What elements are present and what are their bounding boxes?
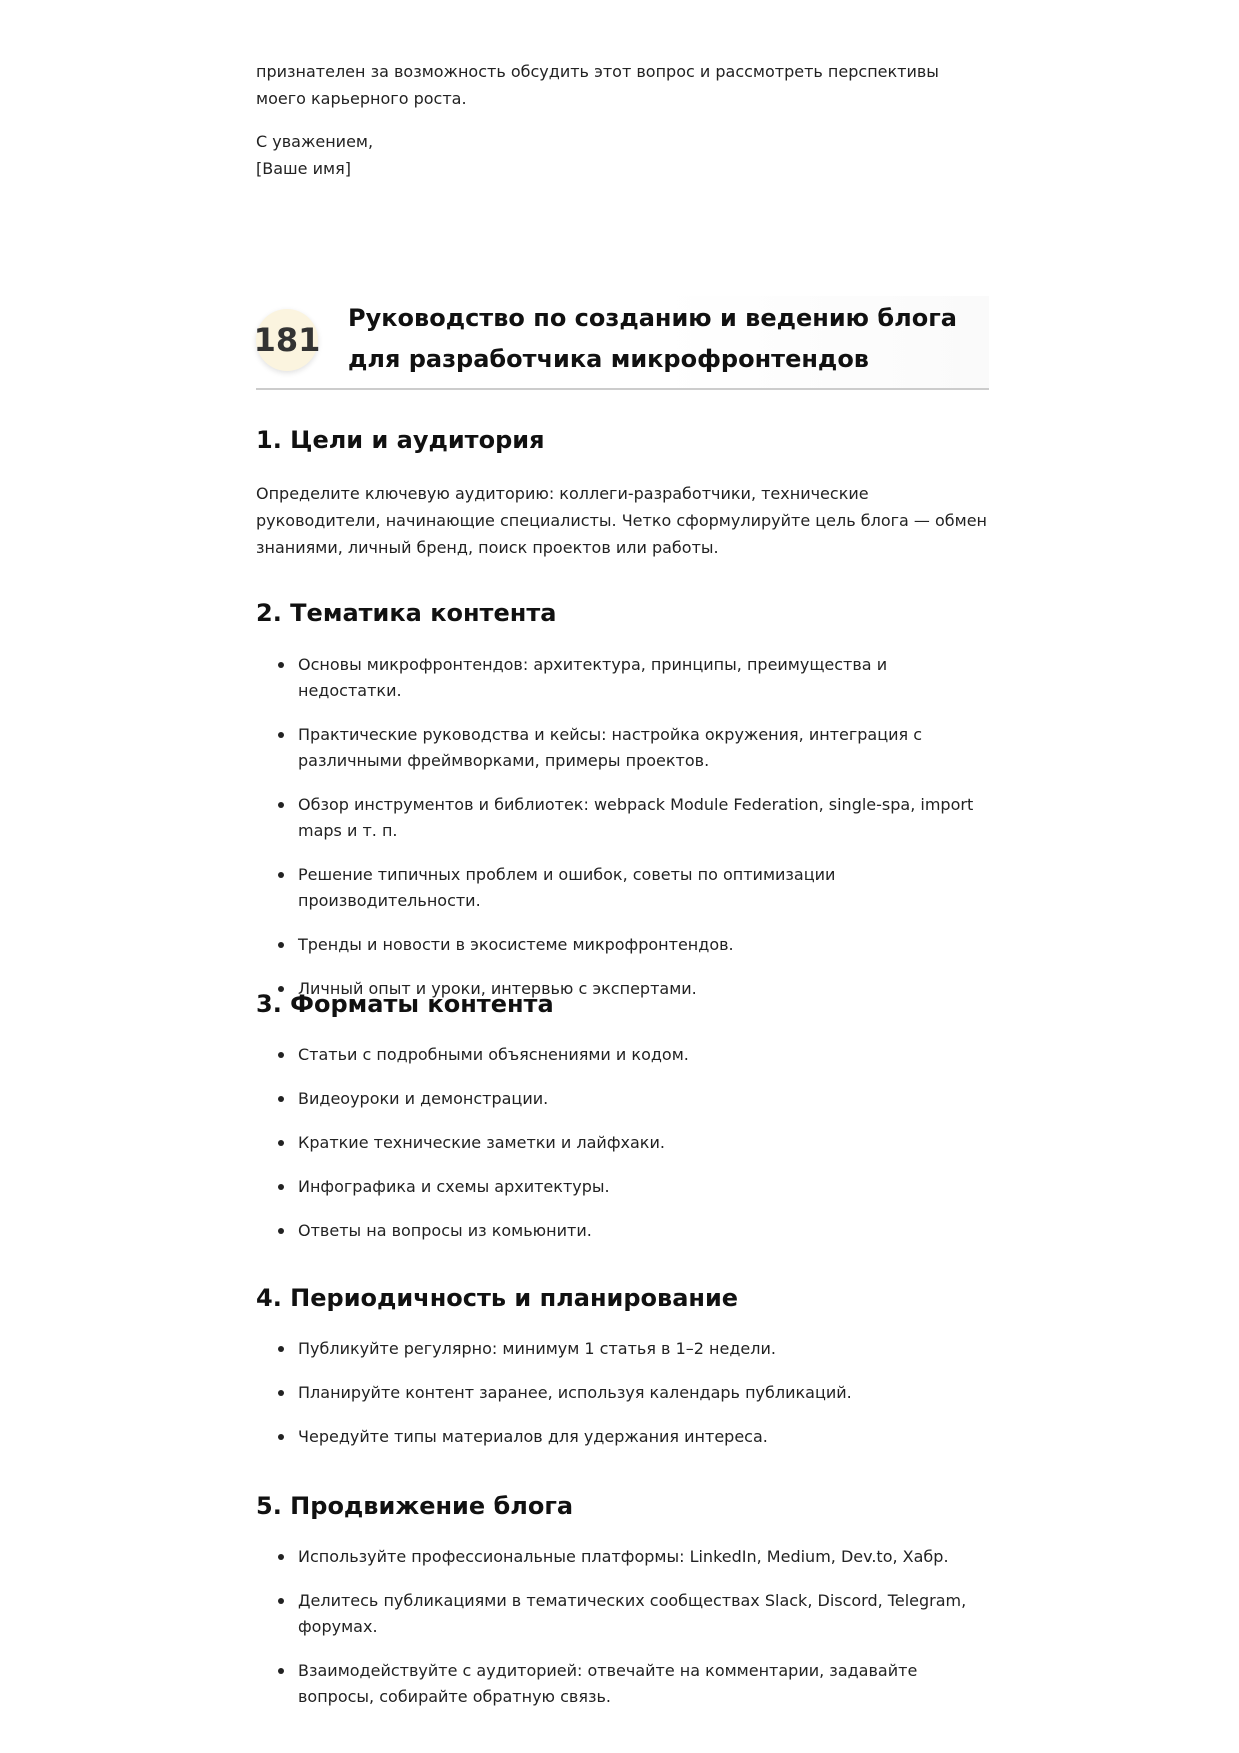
section-title-topics: 2. Тематика контента <box>256 599 557 627</box>
list-item <box>256 1130 991 1156</box>
list-item <box>256 1042 991 1068</box>
list-item-text: Тренды и новости в экосистеме микрофронтендов. <box>298 935 734 954</box>
list-item <box>256 1544 991 1570</box>
bullet-icon <box>278 1598 284 1604</box>
bullet-icon <box>278 732 284 738</box>
list-item-text: Краткие технические заметки и лайфхаки. <box>298 1133 665 1152</box>
list-item-text: Делитесь публикациями в тематических сообществах Slack, Discord, Telegram, форумах. <box>298 1591 967 1636</box>
chapter-number-badge: 181 <box>256 309 318 371</box>
bullet-icon <box>278 1140 284 1146</box>
list-item <box>256 1380 991 1406</box>
promotion-list <box>256 1544 991 1728</box>
list-item <box>256 1424 991 1450</box>
formats-list <box>256 1042 991 1262</box>
bullet-icon <box>278 1184 284 1190</box>
bullet-icon <box>278 1096 284 1102</box>
closing-salutation: С уважением, <box>256 132 374 151</box>
list-item <box>256 1218 991 1244</box>
list-item-text: Используйте профессиональные платформы: LinkedIn, Medium, Dev.to, Хабр. <box>298 1547 949 1566</box>
list-item <box>256 1588 991 1640</box>
list-item <box>256 1336 991 1362</box>
list-item <box>256 1086 991 1112</box>
list-item-text: Статьи с подробными объяснениями и кодом. <box>298 1045 689 1064</box>
letter-ending <box>256 58 991 182</box>
section-title-schedule: 4. Периодичность и планирование <box>256 1284 739 1312</box>
letter-closing <box>256 128 991 182</box>
bullet-icon <box>278 1554 284 1560</box>
list-item-text: Обзор инструментов и библиотек: webpack Module Federation, single-spa, import maps и т. п. <box>298 795 974 840</box>
bullet-icon <box>278 1668 284 1674</box>
bullet-icon <box>278 1228 284 1234</box>
chapter-title: Руководство по созданию и ведению блога для разработчика микрофронтендов <box>348 304 957 373</box>
letter-paragraph: признателен за возможность обсудить этот вопрос и рассмотреть перспективы моего карьерного роста. <box>256 62 939 108</box>
list-item-text: Основы микрофронтендов: архитектура, принципы, преимущества и недостатки. <box>298 655 888 700</box>
bullet-icon <box>278 1390 284 1396</box>
closing-signature: [Ваше имя] <box>256 159 351 178</box>
bullet-icon <box>278 942 284 948</box>
list-item-text: Публикуйте регулярно: минимум 1 статья в 1–2 недели. <box>298 1339 776 1358</box>
list-item <box>256 792 991 844</box>
section-paragraph-goals: Определите ключевую аудиторию: коллеги-разработчики, технические руководители, начинающие специалисты. Четко сформулируйте цель блога — обмен знаниями, личный бренд, поиск проектов или работы. <box>256 484 988 557</box>
section-title-formats: 3. Форматы контента <box>256 990 554 1018</box>
bullet-icon <box>278 662 284 668</box>
chapter-header <box>253 296 989 390</box>
bullet-icon <box>278 802 284 808</box>
list-item-text: Личный опыт и уроки, интервью с экспертами. <box>298 979 697 998</box>
list-item <box>256 652 991 704</box>
bullet-icon <box>278 1434 284 1440</box>
topics-list <box>256 652 991 1020</box>
section-title-goals: 1. Цели и аудитория <box>256 426 545 454</box>
schedule-list <box>256 1336 991 1468</box>
list-item-text: Решение типичных проблем и ошибок, советы по оптимизации производительности. <box>298 865 836 910</box>
list-item <box>256 722 991 774</box>
list-item-text: Практические руководства и кейсы: настройка окружения, интеграция с различными фреймворками, примеры проектов. <box>298 725 923 770</box>
list-item <box>256 862 991 914</box>
bullet-icon <box>278 1346 284 1352</box>
bullet-icon <box>278 1052 284 1058</box>
section-title-promotion: 5. Продвижение блога <box>256 1492 574 1520</box>
bullet-icon <box>278 872 284 878</box>
list-item <box>256 932 991 958</box>
list-item-text: Планируйте контент заранее, используя календарь публикаций. <box>298 1383 852 1402</box>
list-item-text: Ответы на вопросы из комьюнити. <box>298 1221 592 1240</box>
list-item-text: Инфографика и схемы архитектуры. <box>298 1177 610 1196</box>
list-item <box>256 1658 991 1710</box>
list-item-text: Взаимодействуйте с аудиторией: отвечайте на комментарии, задавайте вопросы, собирайте обратную связь. <box>298 1661 918 1706</box>
list-item-text: Видеоуроки и демонстрации. <box>298 1089 549 1108</box>
list-item-text: Чередуйте типы материалов для удержания интереса. <box>298 1427 768 1446</box>
list-item <box>256 1174 991 1200</box>
